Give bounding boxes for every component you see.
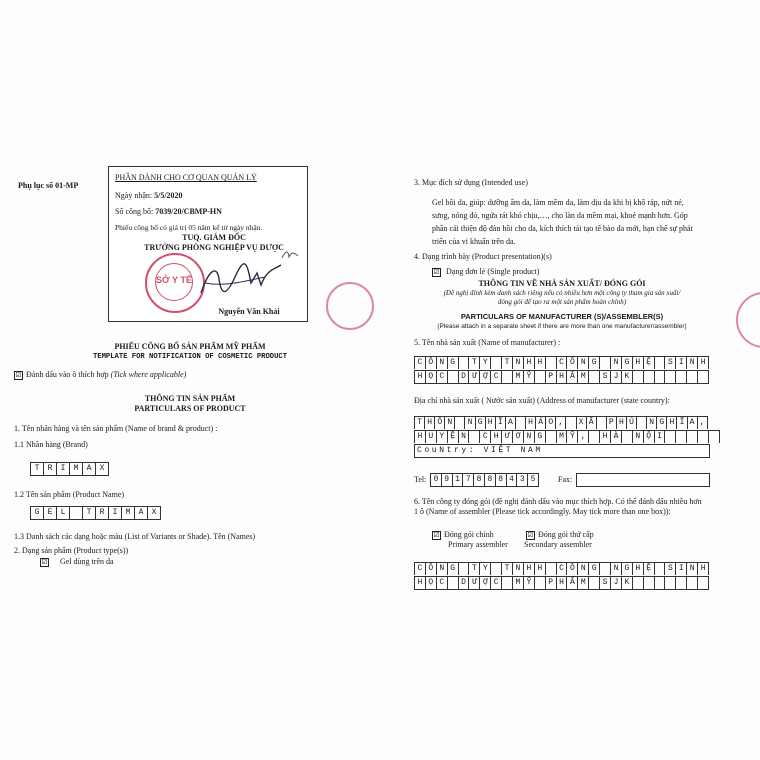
char-cell: Ẩ <box>567 576 578 590</box>
char-cell: T <box>502 562 513 575</box>
char-cell: 8 <box>496 473 507 487</box>
char-cell <box>455 416 465 429</box>
char-cell: N <box>611 356 622 369</box>
sign-title-2: TRƯỞNG PHÒNG NGHIỆP VỤ DƯỢC <box>144 243 284 252</box>
secondary-assembler-en: Secondary assembler <box>524 540 592 549</box>
stamp-text: SỞ Y TẾ <box>156 275 192 285</box>
char-cell <box>516 416 526 429</box>
presentation-value: Dạng đơn lẻ (Single product) <box>446 267 540 276</box>
char-cell: N <box>687 356 698 369</box>
manufacturer-name-row-1 <box>414 356 709 369</box>
char-cell: Ô <box>567 562 578 575</box>
char-cell <box>448 576 459 590</box>
char-cell: I <box>676 356 687 369</box>
char-cell: H <box>557 370 568 384</box>
char-cell: R <box>96 506 109 520</box>
partial-stamp-center <box>326 282 374 330</box>
char-cell: Ọ <box>426 576 437 590</box>
char-cell <box>698 576 709 590</box>
char-cell: D <box>459 370 470 384</box>
char-cell: Ả <box>536 416 546 429</box>
char-cell: S <box>600 370 611 384</box>
char-cell: N <box>647 416 657 429</box>
char-cell: Ệ <box>644 356 655 369</box>
char-cell: H <box>667 416 677 429</box>
char-cell <box>698 370 709 384</box>
char-cell: Ư <box>469 370 480 384</box>
address-row-3 <box>414 444 710 458</box>
char-cell: H <box>524 356 535 369</box>
char-cell <box>633 370 644 384</box>
tel-label: Tel: <box>414 475 427 484</box>
char-cell <box>546 430 557 443</box>
char-cell: 8 <box>474 473 485 487</box>
partial-stamp-edge <box>736 292 760 348</box>
char-cell: 1 <box>453 473 464 487</box>
char-cell: S <box>600 576 611 590</box>
char-cell: C <box>557 562 568 575</box>
char-cell <box>502 370 513 384</box>
char-cell: G <box>448 356 459 369</box>
char-cell: H <box>535 356 546 369</box>
char-cell <box>491 356 502 369</box>
char-cell <box>665 430 676 443</box>
appendix-label: Phụ lục số 01-MP <box>18 181 79 190</box>
address-row-1 <box>414 416 708 429</box>
char-cell: H <box>486 416 496 429</box>
intended-use-text: Gel bôi da, giúp: dưỡng ẩm da, làm mềm da, làm dịu da khi bị khô ráp, nứt nẻ, sưng, nóng đỏ, ngứa rát khó chịu,…, cho làn da mềm mại, khoẻ mạnh hơn. Góp phần cải thiện độ đàn hồi cho da, kích thích tái tạo tế bào da mới, hạn chế sự phát triển của vi khuẩn trên da. <box>432 198 693 246</box>
char-cell <box>698 430 709 443</box>
char-cell: T <box>30 462 44 476</box>
char-cell <box>535 576 546 590</box>
char-cell: H <box>414 576 426 590</box>
primary-assembler-checkbox[interactable]: ☑ <box>433 530 440 539</box>
receive-date-value: 5/5/2020 <box>154 191 183 200</box>
char-cell: H <box>633 562 644 575</box>
char-cell <box>546 562 557 575</box>
manufacturer-heading-vn: THÔNG TIN VỀ NHÀ SẢN XUẤT/ ĐÓNG GÓI <box>478 279 646 288</box>
char-cell <box>655 356 666 369</box>
char-cell: N <box>611 562 622 575</box>
product-type-checkbox[interactable]: ☑ <box>41 557 48 566</box>
handwritten-mark <box>280 248 300 262</box>
char-cell: 8 <box>485 473 496 487</box>
char-cell <box>687 370 698 384</box>
fax-label: Fax: <box>558 475 573 484</box>
char-cell: C <box>557 356 568 369</box>
section-5: 5. Tên nhà sản xuất (Name of manufacturer) : <box>414 338 561 347</box>
char-cell: Ỹ <box>524 370 535 384</box>
manufacturer-name-row-2 <box>414 370 709 384</box>
char-cell: G <box>589 562 600 575</box>
char-cell: Ọ <box>426 370 437 384</box>
char-cell: , <box>578 430 589 443</box>
char-cell: M <box>122 506 135 520</box>
char-cell: H <box>425 416 435 429</box>
char-cell: H <box>414 370 426 384</box>
char-cell <box>459 356 470 369</box>
char-cell: R <box>44 462 57 476</box>
char-cell: 7 <box>463 473 474 487</box>
char-cell <box>687 576 698 590</box>
char-cell <box>546 356 557 369</box>
char-cell: G <box>622 356 633 369</box>
char-cell <box>535 370 546 384</box>
secondary-assembler-vn: Đóng gói thứ cấp <box>538 530 594 539</box>
char-cell <box>687 430 698 443</box>
char-cell <box>655 562 666 575</box>
char-cell: Ợ <box>480 370 491 384</box>
char-cell: P <box>546 576 557 590</box>
char-cell: Ô <box>435 416 445 429</box>
char-cell: Ơ <box>513 430 524 443</box>
char-cell: N <box>578 356 589 369</box>
char-cell: H <box>526 416 536 429</box>
char-cell: A <box>135 506 148 520</box>
char-cell <box>644 370 655 384</box>
char-cell: T <box>414 416 425 429</box>
char-cell: X <box>577 416 587 429</box>
char-cell: T <box>502 356 513 369</box>
manufacturer-note-vn-1: (Đề nghị đính kèm danh sách riêng nếu có nhiều hơn một công ty tham gia sản xuất/ <box>443 289 681 297</box>
sign-title-1: TUQ. GIÁM ĐỐC <box>182 233 246 242</box>
char-cell <box>676 576 687 590</box>
product-info-vn: THÔNG TIN SẢN PHẨM <box>144 394 236 403</box>
char-cell: S <box>665 562 676 575</box>
secondary-assembler-checkbox[interactable]: ☑ <box>527 530 534 539</box>
char-cell: Y <box>480 562 491 575</box>
fax-field <box>576 473 710 487</box>
section-1-3: 1.3 Danh sách các dạng hoặc màu (List of Variants or Shade). Tên (Names) <box>14 532 256 541</box>
manufacturer-note-vn-2: đóng gói để tạo ra một sản phẩm hoàn chỉnh) <box>497 298 627 306</box>
char-cell <box>622 430 633 443</box>
char-cell: H <box>535 562 546 575</box>
section-1-1: 1.1 Nhãn hàng (Brand) <box>14 440 88 449</box>
product-type-value: Gel dùng trên da <box>60 557 114 566</box>
notification-number-label: Số công bố: <box>115 207 154 216</box>
signature <box>195 259 285 301</box>
char-cell: Ệ <box>448 430 459 443</box>
char-cell: Ô <box>426 356 437 369</box>
char-cell: J <box>611 576 622 590</box>
char-cell: Ĩ <box>677 416 687 429</box>
char-cell: K <box>622 370 633 384</box>
char-cell <box>469 430 480 443</box>
char-cell: M <box>513 370 524 384</box>
char-cell: Ô <box>426 562 437 575</box>
char-cell <box>676 370 687 384</box>
char-cell: T <box>469 356 480 369</box>
char-cell: X <box>96 462 109 476</box>
char-cell <box>491 562 502 575</box>
char-cell <box>600 356 611 369</box>
signer-name: Nguyễn Văn Khải <box>218 307 280 316</box>
manufacturer-note-en: (Please attach in a separate sheet if there are more than one manufacturer/assembler) <box>437 323 687 330</box>
char-cell <box>676 430 687 443</box>
char-cell: M <box>578 576 589 590</box>
char-cell: C <box>414 562 426 575</box>
char-cell: M <box>513 576 524 590</box>
char-cell: C <box>437 576 448 590</box>
section-1: 1. Tên nhãn hàng và tên sản phẩm (Name of brand & product) : <box>14 424 218 433</box>
char-cell: C <box>414 356 426 369</box>
char-cell: H <box>414 430 426 443</box>
char-cell: G <box>589 356 600 369</box>
char-cell <box>589 370 600 384</box>
manufacturer-heading-en: PARTICULARS OF MANUFACTURER (S)/ASSEMBLER(S) <box>460 312 664 321</box>
form-title-en: TEMPLATE FOR NOTIFICATION OF COSMETIC PRODUCT <box>92 353 288 361</box>
char-cell: 3 <box>517 473 528 487</box>
product-name-grid <box>30 506 161 520</box>
char-cell: Ỹ <box>567 430 578 443</box>
char-cell: G <box>622 562 633 575</box>
char-cell: P <box>546 370 557 384</box>
char-cell: L <box>57 506 70 520</box>
char-cell <box>600 562 611 575</box>
char-cell: H <box>633 356 644 369</box>
char-cell <box>709 430 720 443</box>
validity-note: Phiếu công bố có giá trị 05 năm kể từ ngày nhận. <box>115 223 263 232</box>
char-cell: K <box>622 576 633 590</box>
char-cell: I <box>676 562 687 575</box>
char-cell: I <box>655 430 666 443</box>
char-cell: , <box>556 416 566 429</box>
char-cell: 9 <box>442 473 453 487</box>
char-cell: Ĩ <box>496 416 506 429</box>
char-cell <box>637 416 647 429</box>
char-cell: E <box>44 506 57 520</box>
admin-box-title: PHẦN DÀNH CHO CƠ QUAN QUẢN LÝ <box>115 173 257 182</box>
char-cell: C <box>437 370 448 384</box>
char-cell: C <box>491 576 502 590</box>
primary-assembler-vn: Đóng gói chính <box>444 530 494 539</box>
char-cell: Y <box>437 430 448 443</box>
char-cell: S <box>665 356 676 369</box>
assembler-name-row-1 <box>414 562 709 575</box>
char-cell <box>448 370 459 384</box>
char-cell: X <box>148 506 161 520</box>
char-cell: H <box>698 562 709 575</box>
char-cell: Ệ <box>644 562 655 575</box>
char-cell: Ộ <box>644 430 655 443</box>
section-6: 6. Tên công ty đóng gói (đề nghị đánh dấu vào mục thích hợp. Có thể đánh dấu nhiều hơn 1 ô (Name of assembler (Please tick accordingly. May tick more than one box)): <box>414 497 702 516</box>
char-cell: 5 <box>528 473 539 487</box>
address-label: Địa chỉ nhà sản xuất ( Nước sản xuất) (Address of manufacturer (state country): <box>414 396 670 405</box>
tel-grid <box>430 473 539 487</box>
char-cell: J <box>611 370 622 384</box>
tick-instruction-en: (Tick where applicable) <box>110 370 187 379</box>
char-cell: P <box>607 416 617 429</box>
char-cell: Ú <box>627 416 637 429</box>
char-cell: M <box>557 430 568 443</box>
char-cell: 0 <box>430 473 442 487</box>
tick-checkbox[interactable]: ☑ <box>15 370 22 379</box>
char-cell: Ư <box>469 576 480 590</box>
char-cell: U <box>426 430 437 443</box>
char-cell: A <box>83 462 96 476</box>
char-cell: H <box>698 356 709 369</box>
char-cell: G <box>476 416 486 429</box>
char-cell: G <box>535 430 546 443</box>
char-cell <box>70 506 83 520</box>
char-cell: N <box>513 356 524 369</box>
char-cell <box>665 576 676 590</box>
receive-date-label: Ngày nhận: <box>115 191 153 200</box>
char-cell: G <box>448 562 459 575</box>
char-cell <box>566 416 576 429</box>
char-cell: Ợ <box>480 576 491 590</box>
char-cell: I <box>57 462 70 476</box>
char-cell: Ã <box>587 416 597 429</box>
char-cell: À <box>611 430 622 443</box>
char-cell: C <box>480 430 491 443</box>
char-cell <box>655 370 666 384</box>
char-cell: A <box>688 416 698 429</box>
tick-instruction: Đánh dấu vào ô thích hợp <box>26 370 109 379</box>
char-cell <box>589 576 600 590</box>
primary-assembler-en: Primary assembler <box>448 540 508 549</box>
char-cell: 4 <box>507 473 518 487</box>
char-cell: Y <box>480 356 491 369</box>
char-cell: N <box>437 562 448 575</box>
char-cell: I <box>109 506 122 520</box>
char-cell: N <box>524 430 535 443</box>
char-cell: H <box>600 430 611 443</box>
char-cell: N <box>465 416 475 429</box>
char-cell: Ô <box>567 356 578 369</box>
char-cell: C <box>491 370 502 384</box>
char-cell: T <box>83 506 96 520</box>
presentation-checkbox[interactable]: ☑ <box>433 267 440 276</box>
char-cell <box>665 370 676 384</box>
char-cell: N <box>578 562 589 575</box>
char-cell <box>459 562 470 575</box>
char-cell <box>589 430 600 443</box>
char-cell: , <box>698 416 708 429</box>
char-cell: N <box>633 430 644 443</box>
product-info-en: PARTICULARS OF PRODUCT <box>134 404 246 413</box>
char-cell: H <box>491 430 502 443</box>
section-2: 2. Dạng sản phẩm (Product type(s)) <box>14 546 129 555</box>
form-title-vn: PHIẾU CÔNG BỐ SẢN PHẨM MỸ PHẨM <box>114 342 266 351</box>
char-cell: Ỹ <box>524 576 535 590</box>
char-cell: M <box>578 370 589 384</box>
char-cell <box>502 576 513 590</box>
char-cell: H <box>557 576 568 590</box>
char-cell: Ẩ <box>567 370 578 384</box>
char-cell: N <box>459 430 470 443</box>
char-cell: N <box>687 562 698 575</box>
char-cell: H <box>617 416 627 429</box>
address-country: CouNtry: VIỆT NAM <box>417 446 543 455</box>
char-cell: N <box>445 416 455 429</box>
char-cell <box>644 576 655 590</box>
section-4: 4. Dạng trình bày (Product presentation)(s) <box>414 252 552 261</box>
char-cell: D <box>459 576 470 590</box>
char-cell: N <box>513 562 524 575</box>
assembler-name-row-2 <box>414 576 709 590</box>
section-3: 3. Mục đích sử dụng (Intended use) <box>414 178 528 187</box>
char-cell: T <box>469 562 480 575</box>
char-cell: G <box>657 416 667 429</box>
char-cell: H <box>524 562 535 575</box>
notification-number-value: 7039/20/CBMP-HN <box>155 207 222 216</box>
char-cell: M <box>70 462 83 476</box>
address-row-2 <box>414 430 720 443</box>
section-1-2: 1.2 Tên sản phẩm (Product Name) <box>14 490 125 499</box>
char-cell <box>597 416 607 429</box>
char-cell: A <box>506 416 516 429</box>
char-cell: G <box>30 506 44 520</box>
char-cell <box>633 576 644 590</box>
char-cell: N <box>437 356 448 369</box>
char-cell <box>655 576 666 590</box>
char-cell: O <box>546 416 556 429</box>
admin-box <box>108 166 308 322</box>
brand-grid <box>30 462 109 476</box>
char-cell: Ư <box>502 430 513 443</box>
